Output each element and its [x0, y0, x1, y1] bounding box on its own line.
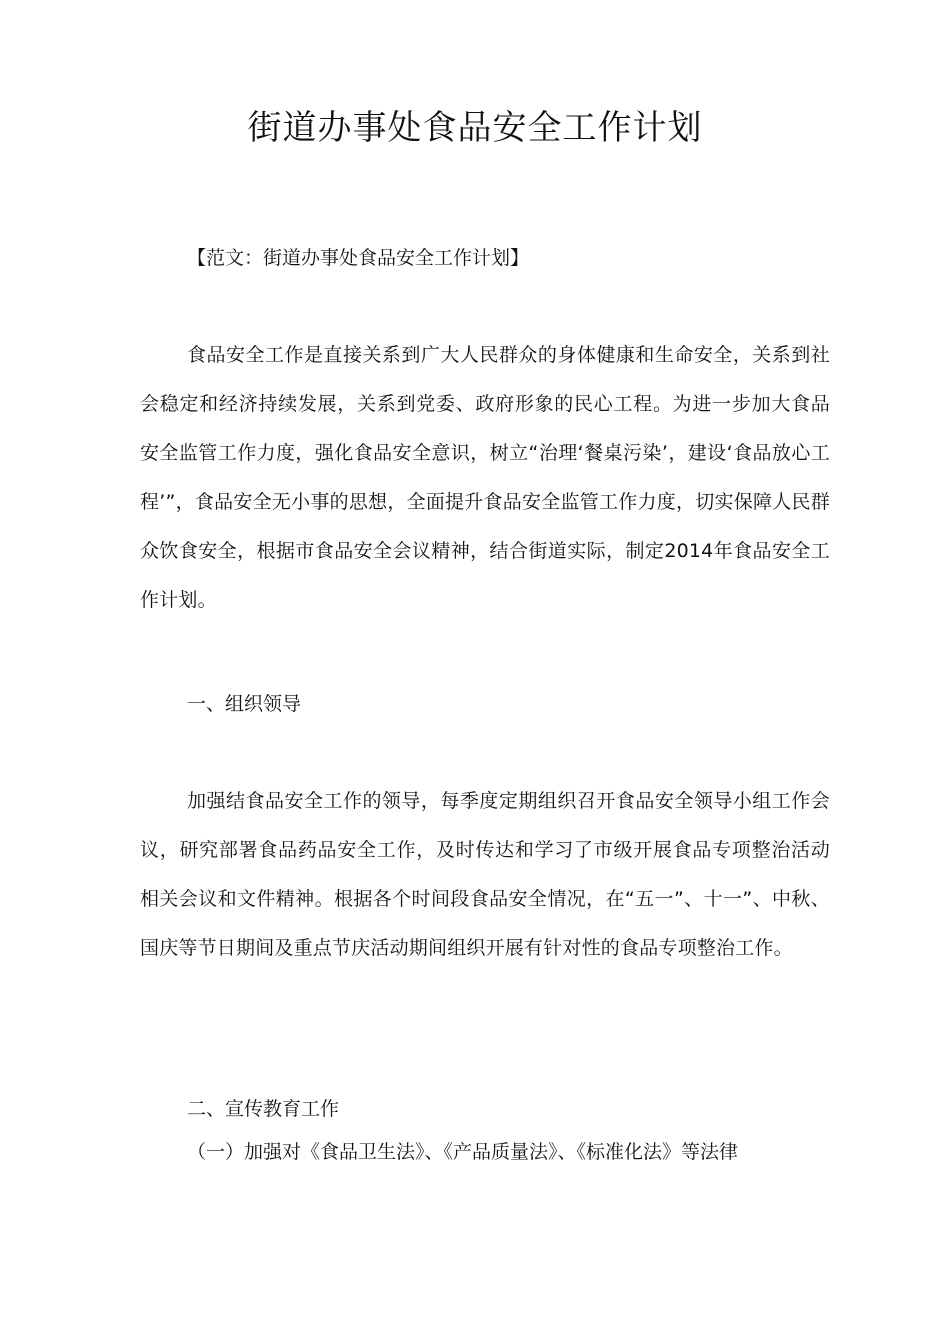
intro-paragraph: 食品安全工作是直接关系到广大人民群众的身体健康和生命安全，关系到社会稳定和经济持续发展，关系到党委、政府形象的民心工程。为进一步加大食品安全监管工作力度，强化食品安全意识，树立“治理‘餐桌污染’，建设‘食品放心工程’”，食品安全无小事的思想，全面提升食品安全监管工作力度，切实保障人民群众饮食安全，根据市食品安全会议精神，结合街道实际，制定2014年食品安全工作计划。 — [140, 344, 830, 611]
section-heading-organization: 一、组织领导 — [187, 693, 302, 715]
document-title: 街道办事处食品安全工作计划 — [247, 108, 703, 148]
section-item-publicity-1: （一）加强对《食品卫生法》、《产品质量法》、《标准化法》等法律 — [187, 1141, 739, 1163]
section-body-organization: 加强结食品安全工作的领导，每季度定期组织召开食品安全领导小组工作会议，研究部署食品药品安全工作，及时传达和学习了市级开展食品专项整治活动相关会议和文件精神。根据各个时间段食品安全情况，在“五一”、十一”、中秋、国庆等节日期间及重点节庆活动期间组织开展有针对性的食品专项整治工作。 — [140, 790, 830, 959]
section-heading-publicity: 二、宣传教育工作 — [187, 1098, 340, 1120]
document-subtitle: 【范文：街道办事处食品安全工作计划】 — [187, 247, 530, 269]
